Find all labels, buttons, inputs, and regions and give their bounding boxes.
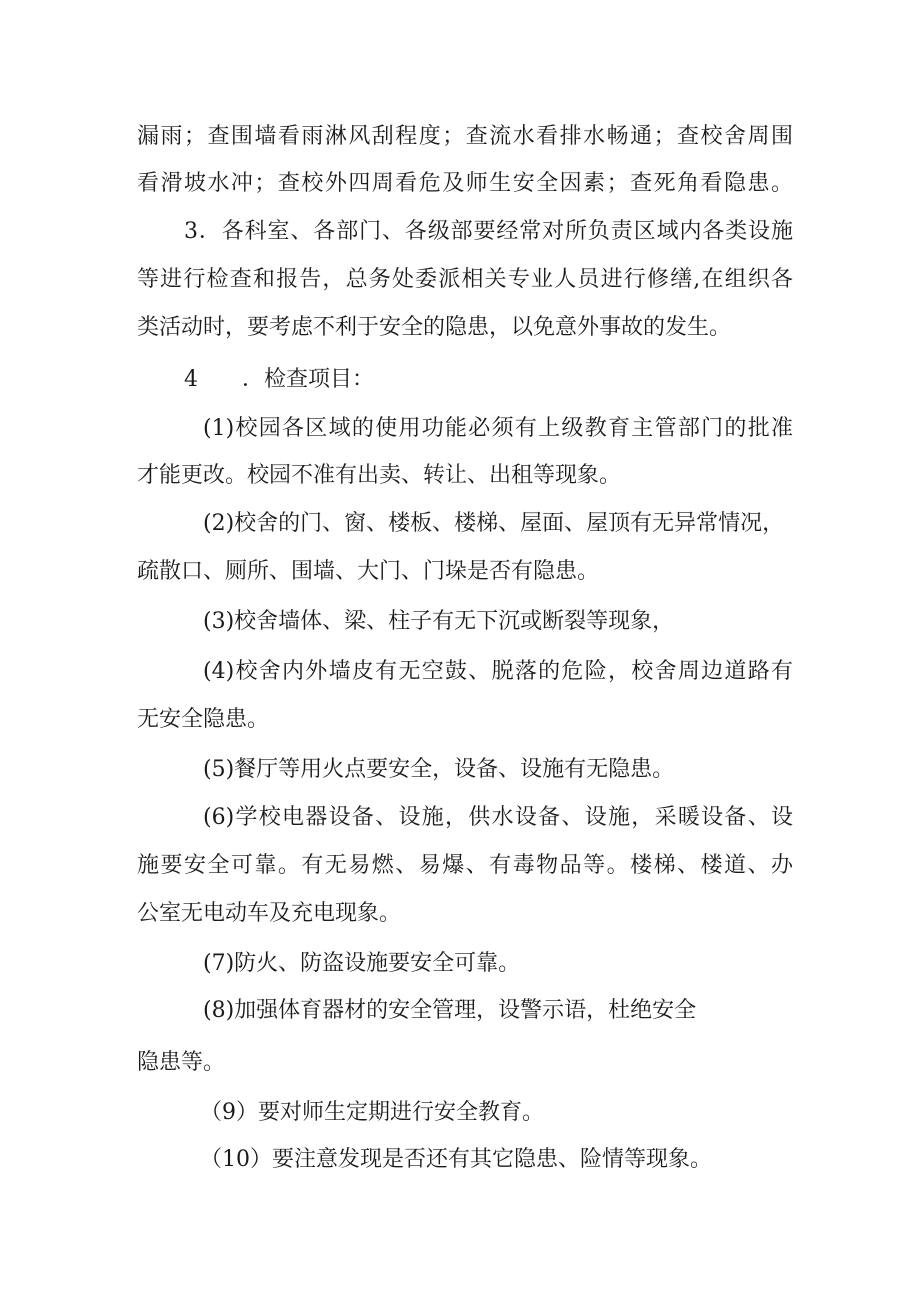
text-line: 公室无电动车及充电现象。	[137, 901, 402, 926]
text-line: 施要安全可靠。有无易燃、易爆、有毒物品等。楼梯、楼道、办	[137, 853, 793, 878]
text-line: 疏散口、厕所、围墙、大门、门垛是否有隐患。	[137, 559, 600, 584]
text-line: (2)校舍的门、窗、楼板、楼梯、屋面、屋顶有无异常情况，	[203, 511, 785, 536]
text-line: (7)防火、防盗设施要安全可靠。	[203, 951, 521, 976]
text-line: 无安全隐患。	[137, 707, 270, 732]
text-line: 漏雨；查围墙看雨淋风刮程度；查流水看排水畅通；查校舍周围	[137, 124, 793, 149]
text-line: （10）要注意发现是否还有其它隐患、险情等现象。	[200, 1147, 712, 1172]
text-line: （9）要对师生定期进行安全教育。	[200, 1100, 544, 1125]
text-line: (3)校舍墙体、梁、柱子有无下沉或断裂等现象，	[203, 609, 675, 634]
section-number: 4	[184, 367, 198, 392]
section-title: ．检查项目：	[242, 367, 375, 392]
section-heading	[184, 365, 374, 395]
text-line: 类活动时，要考虑不利于安全的隐患，以免意外事故的发生。	[137, 315, 732, 340]
text-line: 看滑坡水冲；查校外四周看危及师生安全因素；查死角看隐患。	[137, 171, 793, 196]
text-line: (6)学校电器设备、设施，供水设备、设施，采暖设备、设	[203, 805, 793, 830]
text-line: 3．各科室、各部门、各级部要经常对所负责区域内各类设施	[184, 219, 793, 244]
text-line: (8)加强体育器材的安全管理，设警示语，杜绝安全	[203, 998, 697, 1023]
text-line: 才能更改。校园不准有出卖、转让、出租等现象。	[137, 463, 622, 488]
text-line: 等进行检查和报告，总务处委派相关专业人员进行修缮,在组织各	[137, 267, 793, 292]
text-line: 隐患等。	[137, 1050, 226, 1075]
text-line: (4)校舍内外墙皮有无空鼓、脱落的危险，校舍周边道路有	[203, 659, 793, 684]
text-line: (1)校园各区域的使用功能必须有上级教育主管部门的批准	[203, 416, 793, 441]
text-line: (5)餐厅等用火点要安全，设备、设施有无隐患。	[203, 757, 675, 782]
